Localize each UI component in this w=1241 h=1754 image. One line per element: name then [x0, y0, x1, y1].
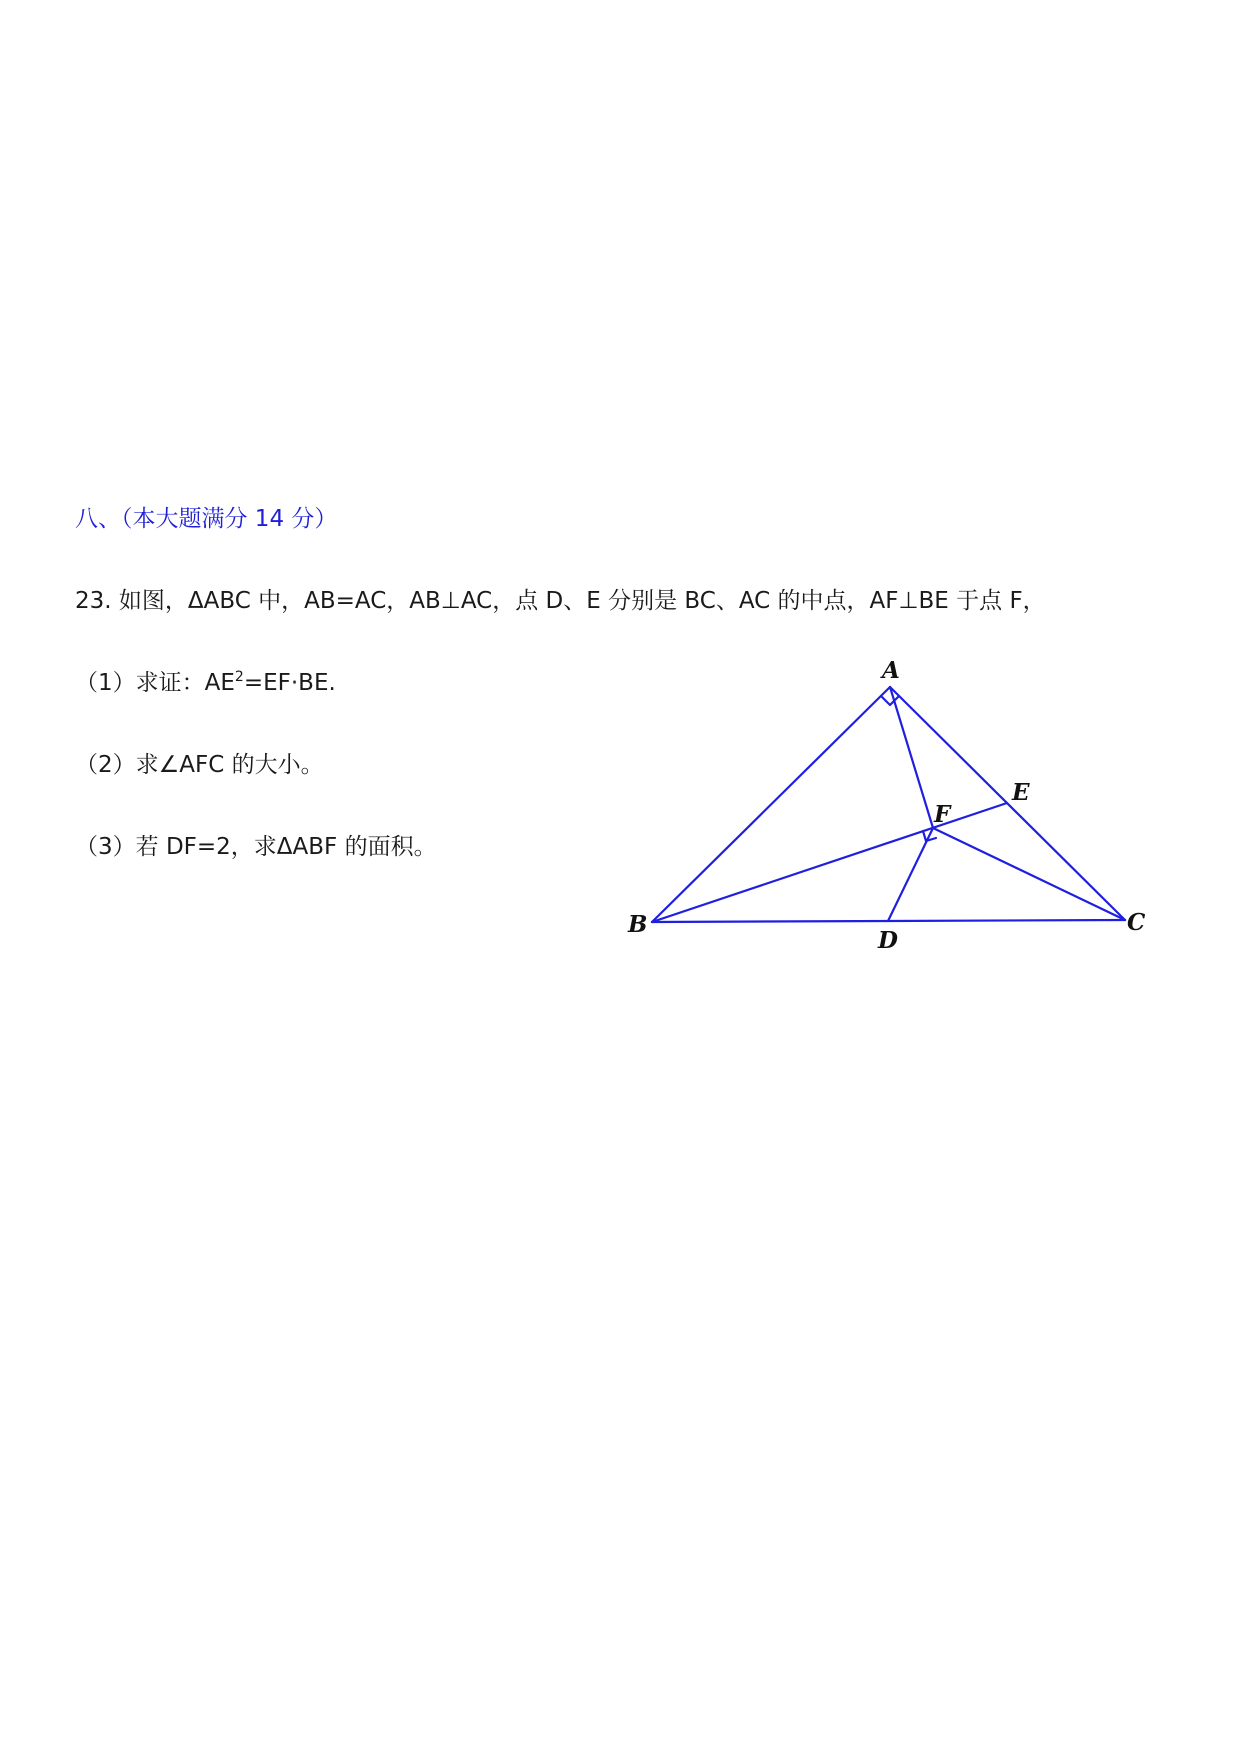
label-e: E [1012, 779, 1030, 806]
label-a: A [882, 657, 900, 684]
section-heading: 八、（本大题满分 14 分） [75, 506, 338, 532]
superscript-exponent: 2 [234, 669, 244, 685]
label-f: F [934, 801, 951, 828]
triangle-figure [620, 650, 1180, 970]
question-3: （3）若 DF=2，求ΔABF 的面积。 [75, 834, 437, 860]
label-c: C [1127, 909, 1146, 936]
segment-fc [933, 828, 1125, 920]
label-d: D [878, 927, 898, 954]
right-angle-mark-a [881, 696, 899, 705]
figure-lines [652, 687, 1125, 922]
question-1-text: （1）求证：AE [75, 670, 235, 696]
question-1-text-end: =EF·BE. [243, 670, 336, 696]
segment-ab [652, 687, 890, 922]
question-2: （2）求∠AFC 的大小。 [75, 752, 324, 778]
segment-be [652, 803, 1007, 922]
problem-statement: 23. 如图，ΔABC 中，AB=AC，AB⊥AC，点 D、E 分别是 BC、AC 的中点，AF⊥BE 于点 F， [75, 588, 1046, 614]
label-b: B [628, 911, 648, 938]
question-1 [75, 664, 336, 697]
